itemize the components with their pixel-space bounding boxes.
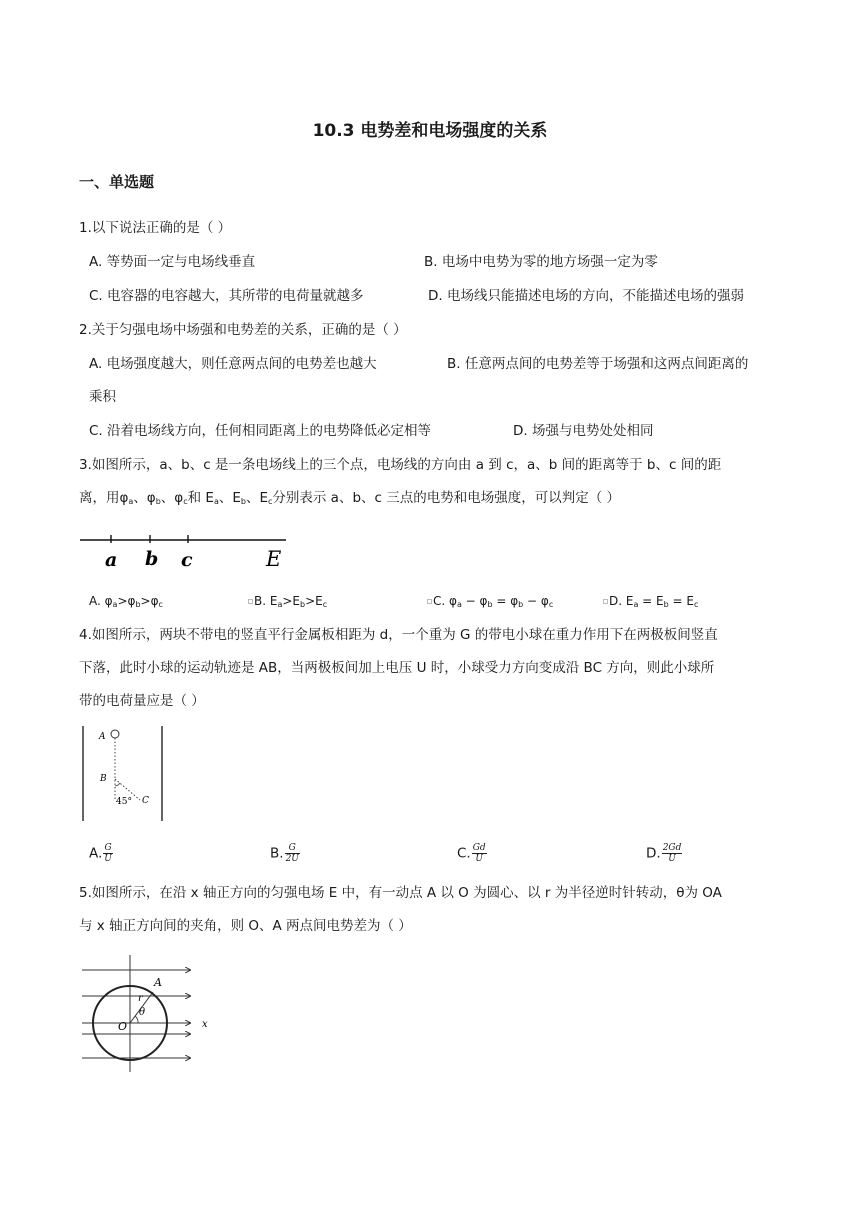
q4-parallel-plates-figure	[80, 724, 168, 824]
q3-option-c[interactable]: C. $\varphi_a - \varphi_b = \varphi_b - \varphi_c$	[427, 591, 553, 615]
checkbox-icon	[427, 599, 432, 604]
q3-label-a: a	[105, 549, 118, 571]
q1-option-b[interactable]: B. 电场中电势为零的地方场强一定为零	[424, 254, 658, 270]
q1-option-d[interactable]: D. 电场线只能描述电场的方向，不能描述电场的强弱	[428, 288, 744, 304]
q4-option-b[interactable]: B. $\frac{G}{2U}$	[270, 843, 299, 864]
q4-stem-line3: 带的电荷量应是（ ）	[79, 693, 205, 709]
q2-stem: 2.关于匀强电场中场强和电势差的关系，正确的是（ ）	[79, 322, 407, 338]
q3-label-e: E	[266, 547, 282, 571]
page-title: 10.3 电势差和电场强度的关系	[312, 121, 548, 141]
q5-stem-line2: 与 x 轴正方向间的夹角，则 O、A 两点间电势差为（ ）	[79, 918, 412, 934]
q2-option-d[interactable]: D. 场强与电势处处相同	[513, 423, 654, 439]
q2-option-b[interactable]: B. 任意两点间的电势差等于场强和这两点间距离的	[447, 356, 749, 372]
q3-field-line-figure	[78, 530, 293, 572]
q2-option-c[interactable]: C. 沿着电场线方向，任何相同距离上的电势降低必定相等	[89, 423, 432, 439]
q3-option-d[interactable]: D. $E_a = E_b = E_c$	[603, 591, 698, 615]
q4-option-d[interactable]: D. $\frac{2Gd}{U}$	[646, 843, 682, 864]
q3-option-b[interactable]: B. $E_a>E_b>E_c$	[248, 591, 327, 615]
q3-stem-line1: 3.如图所示，a、b、c 是一条电场线上的三个点，电场线的方向由 a 到 c，a、b 间的距离等于 b、c 间的距	[79, 457, 722, 473]
q3-label-b: b	[145, 548, 159, 570]
q4-stem-line1: 4.如图所示，两块不带电的竖直平行金属板相距为 d，一个重为 G 的带电小球在重力作用下在两极板间竖直	[79, 627, 718, 643]
q5-circle-field-figure	[78, 952, 218, 1074]
q4-label-b: B	[100, 774, 107, 784]
q3-label-c: c	[181, 549, 193, 571]
q1-stem: 1.以下说法正确的是（ ）	[79, 220, 232, 236]
q4-label-angle: 45°	[116, 797, 132, 807]
q5-stem-line1: 5.如图所示，在沿 x 轴正方向的匀强电场 E 中，有一动点 A 以 O 为圆心、以 r 为半径逆时针转动，θ为 OA	[79, 885, 722, 901]
section-heading: 一、单选题	[79, 173, 155, 191]
q3-option-a[interactable]: A. $\varphi_a>\varphi_b>\varphi_c$	[89, 594, 163, 609]
q4-option-c[interactable]: C. $\frac{Gd}{U}$	[457, 843, 486, 864]
q4-label-c: C	[142, 796, 149, 806]
q1-option-a[interactable]: A. 等势面一定与电场线垂直	[89, 254, 256, 270]
q4-stem-line2: 下落，此时小球的运动轨迹是 AB，当两极板间加上电压 U 时，小球受力方向变成沿 BC 方向，则此小球所	[79, 660, 715, 676]
q5-label-a: A	[154, 976, 162, 989]
q5-label-theta: θ	[139, 1007, 146, 1018]
q1-option-c[interactable]: C. 电容器的电容越大，其所带的电荷量就越多	[89, 288, 364, 304]
q5-label-r: r	[138, 993, 143, 1004]
checkbox-icon	[248, 599, 253, 604]
q5-label-o: O	[118, 1020, 128, 1033]
q3-stem-line2: 离，用$\varphi_a$、$\varphi_b$、$\varphi_c$和 $E_a$、$E_b$、$E_c$分别表示 a、b、c 三点的电势和电场强度，可以判定（ ）	[79, 490, 621, 506]
q4-label-a: A	[99, 732, 106, 742]
checkbox-icon	[603, 599, 608, 604]
q5-label-x: x	[202, 1019, 208, 1030]
q4-option-a[interactable]: A. $\frac{G}{U}$	[89, 843, 112, 864]
q2-option-a[interactable]: A. 电场强度越大，则任意两点间的电势差也越大	[89, 356, 377, 372]
q2-option-b-cont: 乘积	[89, 389, 116, 405]
